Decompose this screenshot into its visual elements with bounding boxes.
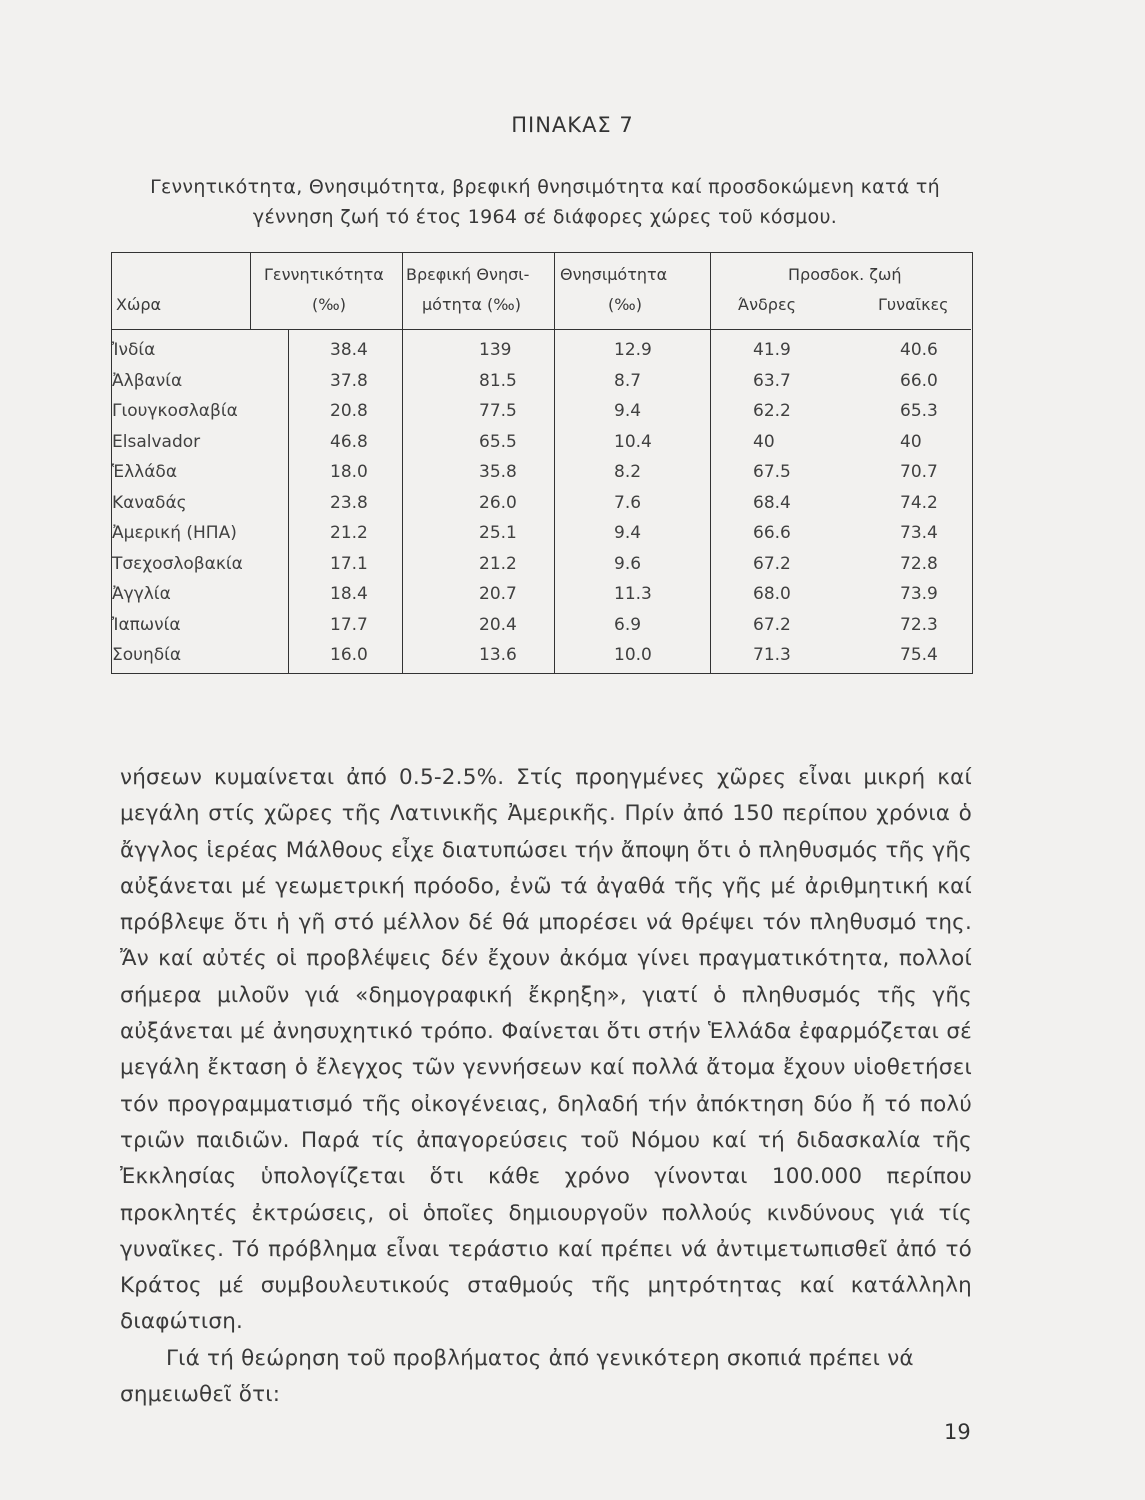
data-table: [111, 252, 973, 674]
cell-life-men: 40: [753, 431, 775, 452]
cell-life-men: 66.6: [753, 523, 791, 543]
cell-country: Ἀλβανία: [112, 370, 183, 391]
table-row: [112, 335, 974, 365]
cell-life-women: 66.0: [900, 370, 938, 391]
header-men: Άνδρες: [738, 295, 796, 314]
cell-birth-rate: 18.0: [330, 462, 368, 482]
cell-infant-mortality: 21.2: [479, 553, 517, 574]
cell-life-men: 67.2: [753, 553, 791, 574]
cell-mortality: 9.6: [614, 553, 642, 574]
page-number: 19: [944, 1420, 971, 1444]
header-death-line1: Θνησιμότητα: [560, 265, 668, 284]
table-row: [112, 488, 974, 518]
cell-life-men: 68.0: [753, 584, 791, 604]
cell-life-women: 65.3: [900, 401, 938, 421]
cell-birth-rate: 37.8: [330, 370, 368, 391]
cell-life-men: 41.9: [753, 340, 791, 360]
header-women: Γυναῖκες: [878, 295, 949, 314]
cell-country: Ἀμερική (ΗΠΑ): [112, 523, 237, 543]
paragraph-2: Γιά τή θεώρηση τοῦ προβλήματος ἀπό γενικότερη σκοπιά πρέπει νά σημειωθεῖ ὅτι:: [120, 1345, 914, 1408]
table-row: [112, 579, 974, 609]
cell-birth-rate: 46.8: [330, 431, 368, 452]
cell-country: Ἀγγλία: [112, 584, 171, 604]
table-row: [112, 427, 974, 457]
cell-country: Καναδάς: [112, 492, 187, 513]
cell-life-men: 67.2: [753, 614, 791, 635]
cell-birth-rate: 18.4: [330, 584, 368, 604]
cell-life-men: 63.7: [753, 370, 791, 391]
cell-life-women: 73.4: [900, 523, 938, 543]
cell-life-men: 67.5: [753, 462, 791, 482]
cell-birth-rate: 17.7: [330, 614, 368, 635]
header-rule: [112, 329, 971, 330]
cell-life-women: 72.8: [900, 553, 938, 574]
cell-life-women: 75.4: [900, 645, 938, 665]
cell-birth-rate: 21.2: [330, 523, 368, 543]
cell-birth-rate: 20.8: [330, 401, 368, 421]
header-divider-country: [250, 253, 251, 329]
cell-life-women: 73.9: [900, 584, 938, 604]
cell-country: Ἰνδία: [112, 340, 156, 360]
cell-country: Elsalvador: [112, 431, 201, 452]
cell-infant-mortality: 35.8: [479, 462, 517, 482]
cell-birth-rate: 38.4: [330, 340, 368, 360]
cell-mortality: 12.9: [614, 340, 652, 360]
cell-life-men: 71.3: [753, 645, 791, 665]
cell-country: Τσεχοσλοβακία: [112, 553, 243, 574]
table-caption: Γεννητικότητα, Θνησιμότητα, βρεφική θνησιμότητα καί προσδοκώμενη κατά τή γέννηση ζωή τό έτος 1964 σέ διάφορες χώρες τοῦ κόσμου.: [150, 176, 940, 228]
cell-life-women: 40.6: [900, 340, 938, 360]
cell-life-women: 40: [900, 431, 922, 452]
cell-infant-mortality: 65.5: [479, 431, 517, 452]
header-infant-line1: Βρεφική Θνησι-: [406, 265, 530, 284]
table-row: [112, 640, 974, 670]
cell-infant-mortality: 20.4: [479, 614, 517, 635]
cell-country: Σουηδία: [112, 645, 182, 665]
body-text: [120, 760, 972, 1413]
cell-mortality: 10.4: [614, 431, 652, 452]
table-row: [112, 549, 974, 579]
cell-infant-mortality: 20.7: [479, 584, 517, 604]
cell-infant-mortality: 13.6: [479, 645, 517, 665]
cell-mortality: 6.9: [614, 614, 642, 635]
table-row: [112, 518, 974, 548]
cell-country: Γιουγκοσλαβία: [112, 401, 238, 421]
table-row: [112, 366, 974, 396]
cell-mortality: 10.0: [614, 645, 652, 665]
cell-mortality: 8.7: [614, 370, 642, 391]
cell-life-men: 68.4: [753, 492, 791, 513]
header-birth-line2: (‰): [312, 295, 346, 314]
cell-birth-rate: 16.0: [330, 645, 368, 665]
cell-infant-mortality: 77.5: [479, 401, 517, 421]
paragraph-1: νήσεων κυμαίνεται ἀπό 0.5-2.5%. Στίς προηγμένες χῶρες εἶναι μικρή καί μεγάλη στίς χῶρες τῆς Λατινικῆς Ἀμερικῆς. Πρίν ἀπό 150 περίπου χρόνια ὁ ἄγγλος ἱερέας Μάλθους εἶχε διατυπώσει τήν ἄποψη ὅτι ὁ πληθυσμός τῆς γῆς αὐξάνεται μέ γεωμετρική πρόοδο, ἐνῶ τά ἀγαθά τῆς γῆς μέ ἀριθμητική καί πρόβλεψε ὅτι ἡ γῆ στό μέλλον δέ θά μπορέσει νά θρέψει τόν πληθυσμό της. Ἄν καί αὐτές οἱ προβλέψεις δέν ἔχουν ἀκόμα γίνει πραγματικότητα, πολλοί σήμερα μιλοῦν γιά «δημογραφική ἔκρηξη», γιατί ὁ πληθυσμός τῆς γῆς αὐξάνεται μέ ἀνησυχητικό τρόπο. Φαίνεται ὅτι στήν Ἑλλάδα ἐφαρμόζεται σέ μεγάλη ἔκταση ὁ ἔλεγχος τῶν γεννήσεων καί πολλά ἄτομα ἔχουν υἱοθετήσει τόν προγραμματισμό τῆς οἰκογένειας, δηλαδή τήν ἀπόκτηση δύο ἤ τό πολύ τριῶν παιδιῶν. Παρά τίς ἀπαγορεύσεις τοῦ Νόμου καί τή διδασκαλία τῆς Ἐκκλησίας ὑπολογίζεται ὅτι κάθε χρόνο γίνονται 100.000 περίπου προκλητές ἐκτρώσεις, οἱ ὁποῖες δημιουργοῦν πολλούς κινδύνους γιά τίς γυναῖκες. Τό πρόβλημα εἶναι τεράστιο καί πρέπει νά ἀντιμετωπισθεῖ ἀπό τό Κράτος μέ συμβουλευτικούς σταθμούς τῆς μητρότητας καί κατάλληλη διαφώτιση.: [120, 765, 972, 1335]
table-title: ΠΙΝΑΚΑΣ 7: [511, 113, 634, 137]
cell-infant-mortality: 139: [479, 340, 512, 360]
header-birth-line1: Γεννητικότητα: [264, 265, 384, 284]
cell-mortality: 11.3: [614, 584, 652, 604]
header-infant-line2: μότητα (‰): [422, 295, 521, 314]
table-row: [112, 457, 974, 487]
header-death-line2: (‰): [608, 295, 642, 314]
cell-infant-mortality: 26.0: [479, 492, 517, 513]
cell-life-women: 70.7: [900, 462, 938, 482]
cell-mortality: 7.6: [614, 492, 642, 513]
cell-birth-rate: 17.1: [330, 553, 368, 574]
cell-life-women: 72.3: [900, 614, 938, 635]
cell-country: Ἰαπωνία: [112, 614, 181, 635]
cell-life-men: 62.2: [753, 401, 791, 421]
cell-country: Ἑλλάδα: [112, 462, 178, 482]
cell-birth-rate: 23.8: [330, 492, 368, 513]
cell-mortality: 9.4: [614, 523, 642, 543]
cell-mortality: 8.2: [614, 462, 642, 482]
cell-infant-mortality: 81.5: [479, 370, 517, 391]
header-country: Χώρα: [116, 295, 162, 314]
header-life-expectancy: Προσδοκ. ζωή: [788, 265, 902, 284]
cell-mortality: 9.4: [614, 401, 642, 421]
table-row: [112, 610, 974, 640]
cell-life-women: 74.2: [900, 492, 938, 513]
cell-infant-mortality: 25.1: [479, 523, 517, 543]
table-row: [112, 396, 974, 426]
